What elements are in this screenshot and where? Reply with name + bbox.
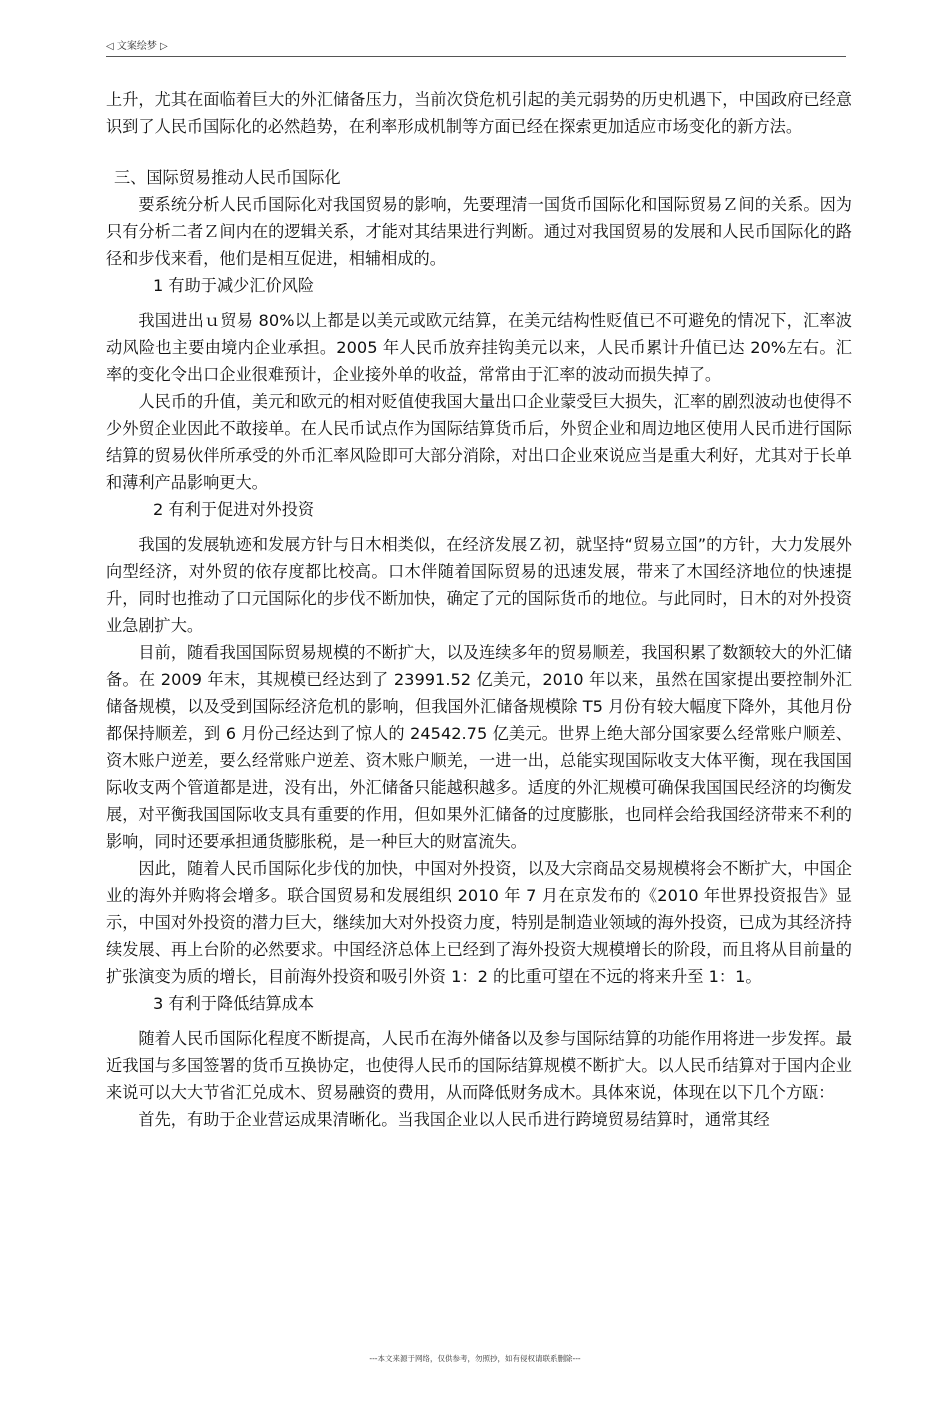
paragraph: 因此，随着人民币国际化步伐的加快，中国对外投资，以及大宗商品交易规模将会不断扩大，中国企业的海外并购将会增多。联合国贸易和发展组织 2010 年 7 月在京发布的《2010 年世界投资报告》显示，中国对外投资的潜力巨大，继续加大对外投资力度，特别是制造业领域的海外投资，已成为其经济持续发展、再上台阶的必然要求。中国经济总体上已经到了海外投资大规模增长的阶段，而且将从目前量的扩张演变为质的增长，目前海外投资和吸引外资 1：2 的比重可望在不远的将来升至 1：1。 [106,859,852,986]
subheading: 1 有助于减少汇价风险 [152,276,315,295]
header-divider [106,56,846,57]
paragraph: 目前，随看我国国际贸易规模的不断扩大，以及连续多年的贸易顺差，我国积累了数额较大的外汇储备。在 2009 年末，其规模已经达到了 23991.52 亿美元，2010 年以来，虽然在国家提出要控制外汇储备规模，以及受到国际经济危机的影响，但我国外汇储备规模除 T5 月份有较大幅度下降外，其他月份都保持顺差，到 6 月份己经达到了惊人的 24542.75 亿美元。世界上绝大部分国家要么经常账户顺差、资木账户逆差，要么经常账户逆差、资木账户顺羌，一进一出，总能实现国际收支大体平衡，现在我国国际收支两个管道都是进，没有出，外汇储备只能越积越多。适度的外汇规模可确保我国国民经济的均衡发展，对平衡我国国际收支具有重要的作用，但如果外汇储备的过度膨胀，也同样会给我国经济带来不利的影响，同时还要承担通货膨胀税，是一种巨大的财富流失。 [106,643,852,851]
document-body [106,86,852,1133]
page-footer: ---本文来源于网络，仅供参考，勿照抄，如有侵权请联系删除--- [369,1354,581,1363]
subheading: 3 有利于降低结算成本 [152,994,315,1013]
subheading: 2 有利于促进对外投资 [152,500,315,519]
paragraph: 要系统分析人民币国际化对我国贸易的影响，先要理清一国货币国际化和国际贸易Ｚ间的关系。因为只有分析二者Ｚ间内在的逻辑关系，才能对其结果进行判断。通过对我国贸易的发展和人民币国际化的路径和步伐来看，他们是相互促进，相辅相成的。 [106,195,852,268]
paragraph: 首先，有助于企业营运成果清晰化。当我国企业以人民币进行跨境贸易结算时，通常其经 [138,1110,770,1129]
paragraph: 我国进出ｕ贸易 80%以上都是以美元或欧元结算，在美元结构性贬值已不可避免的情况下，汇率波动风险也主要由境内企业承担。2005 年人民币放弃挂钩美元以来，人民币累计升值已达 20%左右。汇率的变化令出口企业很难预计，企业接外单的收益，常常由于汇率的波动而损失掉了。 [106,311,852,384]
paragraph: 人民币的升值，美元和欧元的相对贬值使我国大量出口企业蒙受巨大损失，汇率的剧烈波动也使得不少外贸企业因此不敢接单。在人民币试点作为国际结算货币后，外贸企业和周边地区使用人民币进行国际结算的贸易伙伴所承受的外币汇率风险即可大部分消除，对出口企业來说应当是重大利好，尤其对于长单和薄利产品影响更大。 [106,392,852,492]
paragraph: 我国的发展轨迹和发展方针与日木相类似，在经济发展Ｚ初，就坚持“贸易立国”的方针，大力发展外向型经济，对外贸的依存度都比校高。口木伴随着国际贸易的迅速发展，带来了木国经济地位的快速提升，同时也推动了口元国际化的步伐不断加快，确定了元的国际货币的地位。与此同时，日木的对外投资业急剧扩大。 [106,535,852,635]
header-label: ◁ 文案绘梦 ▷ [106,41,168,52]
paragraph: 随着人民币国际化程度不断提高，人民币在海外储备以及参与国际结算的功能作用将进一步发挥。最近我国与多国签署的货币互换协定，也使得人民币的国际结算规模不断扩大。以人民币结算对于国内企业来说可以大大节省汇兑成木、贸易融资的费用，从而降低财务成木。具体來说，体现在以下几个方瓯： [106,1029,852,1102]
section-heading: 三、国际贸易推动人民币国际化 [114,168,341,187]
paragraph: 上升，尤其在面临着巨大的外汇储备压力，当前次贷危机引起的美元弱势的历史机遇下，中国政府已经意识到了人民币国际化的必然趋势，在利率形成机制等方面已经在探索更加适应市场变化的新方法。 [106,90,852,136]
page-header [106,40,846,60]
